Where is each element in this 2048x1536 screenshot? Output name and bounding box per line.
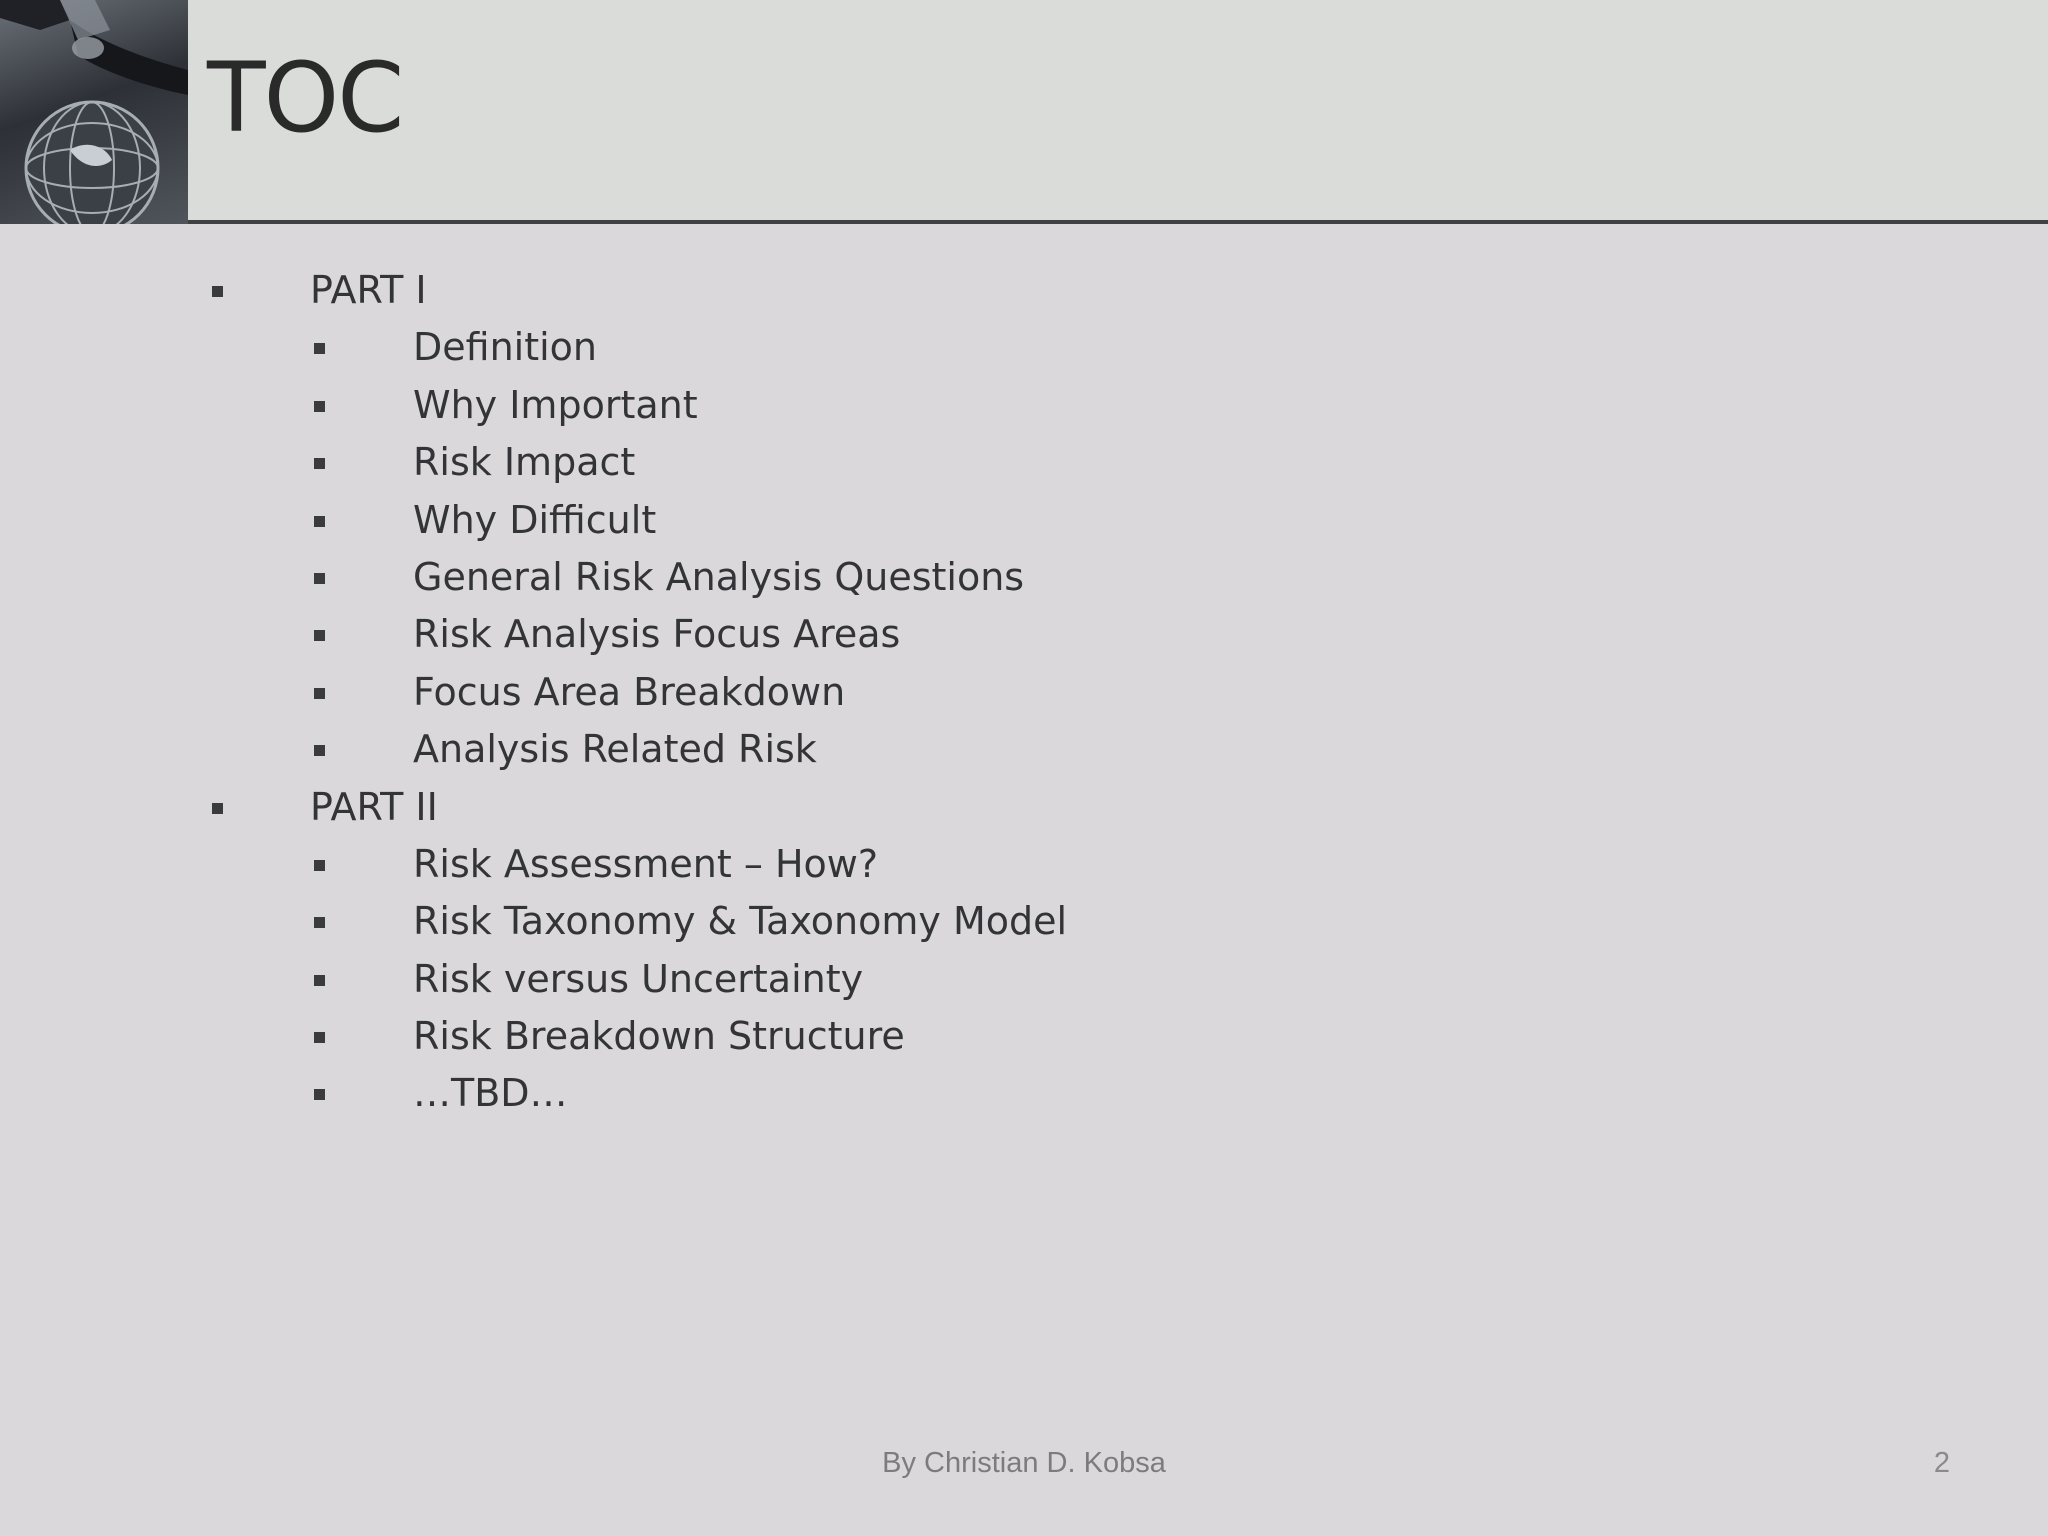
toc-entry <box>0 836 2048 893</box>
square-bullet-icon <box>314 917 325 928</box>
toc-item-text: Focus Area Breakdown <box>413 669 846 714</box>
square-bullet-icon <box>314 1032 325 1043</box>
toc-entry <box>0 664 2048 721</box>
header-divider <box>188 220 2048 224</box>
toc-entry <box>0 1008 2048 1065</box>
toc-section <box>0 262 2048 319</box>
square-bullet-icon <box>314 1089 325 1100</box>
toc-entry <box>0 319 2048 376</box>
toc-entry <box>0 721 2048 778</box>
square-bullet-icon <box>314 860 325 871</box>
toc-entry <box>0 549 2048 606</box>
toc-item-text: Risk Breakdown Structure <box>413 1014 905 1059</box>
toc-item-text: Definition <box>413 325 598 370</box>
page-number: 2 <box>1933 1447 1950 1479</box>
square-bullet-icon <box>314 630 325 641</box>
toc-item-text: Why Important <box>413 382 698 427</box>
square-bullet-icon <box>314 458 325 469</box>
toc-entry <box>0 492 2048 549</box>
toc-item-text: Why Difficult <box>413 497 657 542</box>
handshake-globe-image <box>0 0 188 224</box>
square-bullet-icon <box>314 688 325 699</box>
footer-author: By Christian D. Kobsa <box>882 1447 1166 1479</box>
toc-item-text: Risk Analysis Focus Areas <box>413 612 901 657</box>
toc-entry <box>0 606 2048 663</box>
square-bullet-icon <box>314 745 325 756</box>
toc-item-text: PART I <box>310 268 427 312</box>
toc-entry <box>0 377 2048 434</box>
toc-entry <box>0 893 2048 950</box>
square-bullet-icon <box>212 803 223 814</box>
square-bullet-icon <box>314 516 325 527</box>
toc-item-text: Risk Assessment – How? <box>413 841 879 886</box>
toc-entry <box>0 1065 2048 1122</box>
toc-item-text: Risk Impact <box>413 440 636 485</box>
toc-section <box>0 779 2048 836</box>
toc-item-text: Risk Taxonomy & Taxonomy Model <box>413 899 1068 944</box>
toc-item-text: Analysis Related Risk <box>413 727 817 772</box>
toc-item-text: Risk versus Uncertainty <box>413 956 864 1001</box>
toc-list <box>0 262 2048 1123</box>
toc-item-text: General Risk Analysis Questions <box>413 554 1025 599</box>
square-bullet-icon <box>314 343 325 354</box>
toc-item-text: …TBD… <box>413 1071 568 1116</box>
square-bullet-icon <box>314 573 325 584</box>
square-bullet-icon <box>314 401 325 412</box>
square-bullet-icon <box>314 975 325 986</box>
toc-entry <box>0 434 2048 491</box>
toc-entry <box>0 951 2048 1008</box>
slide-title: TOC <box>207 42 403 154</box>
square-bullet-icon <box>212 286 223 297</box>
toc-item-text: PART II <box>310 784 438 829</box>
